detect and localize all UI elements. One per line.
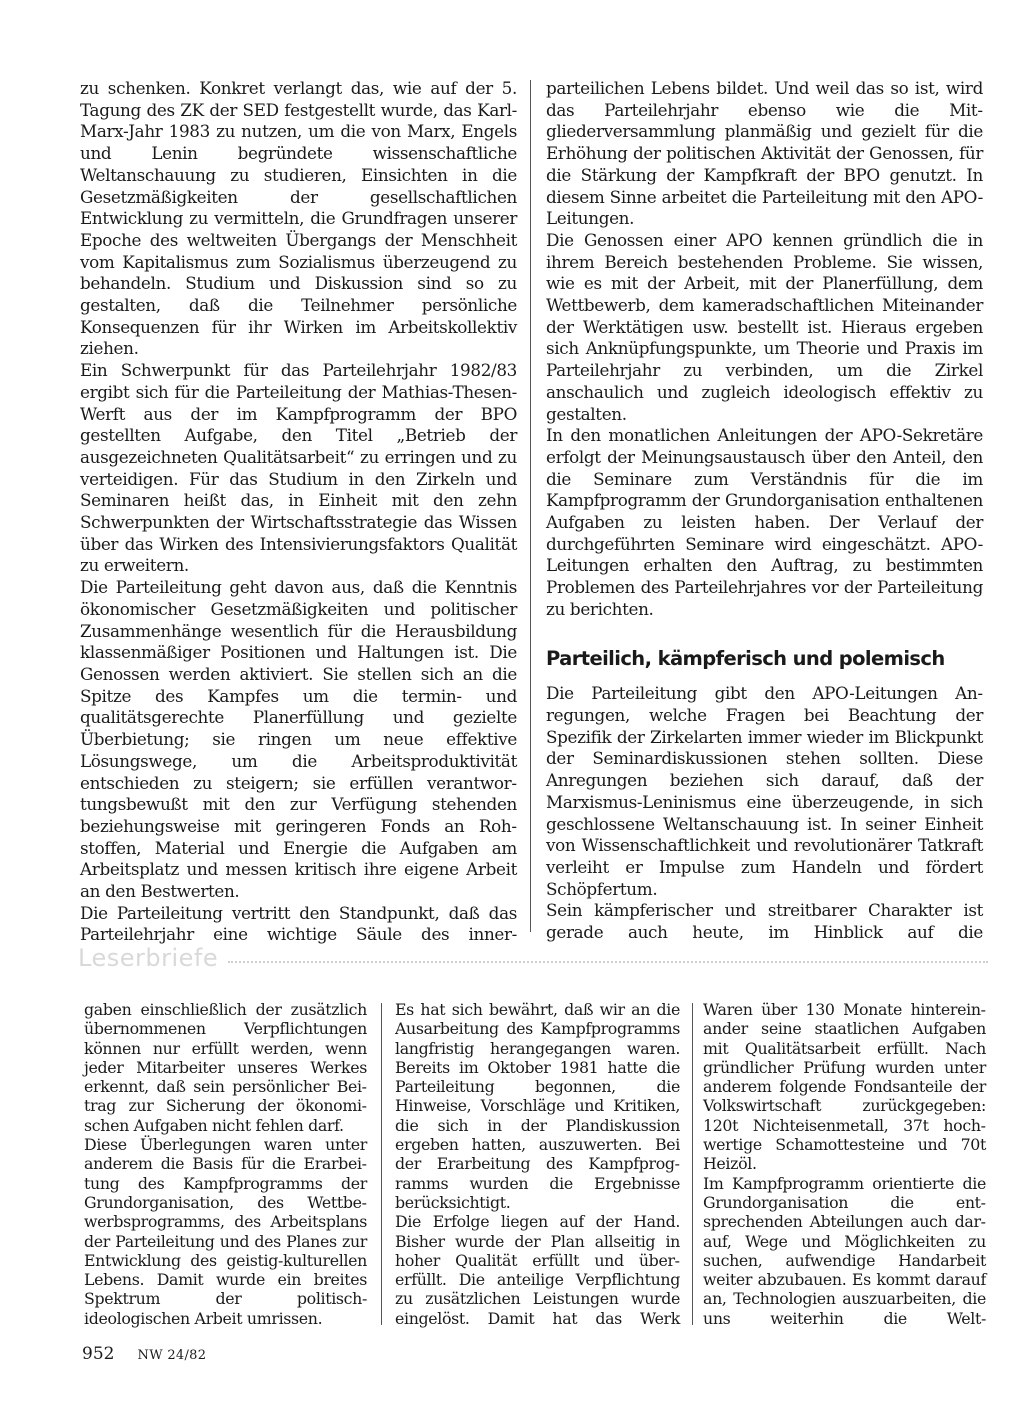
column-rule	[530, 80, 531, 932]
paragraph: In den monatlichen Anleitungen der APO-Sekretäre erfolgt der Meinungsaustausch über den Anteil, den die Seminare zum Verständnis für die im Kampfprogramm der Grundorganisation enthaltenen Aufgaben zu leisten haben. Der Verlauf der durchgeführten Seminare wird eingeschätzt. APO-Leitungen erhalten den Auftrag, zu bestimmten Problemen des Parteilehrjahres vor der Parteileitung zu berichten.	[546, 425, 983, 619]
paragraph: Diese Überlegungen waren unter anderem die Basis für die Erarbeitung des Kampfprogramms der Grundorganisation, des Wettbewerbsprogramms, des Arbeitsplans der Parteileitung und des Planes zur Entwicklung des geistig-kulturellen Lebens. Damit wurde ein breites Spektrum der politisch-ideologischen Arbeit umrissen.	[84, 1135, 367, 1328]
article-column-right	[546, 78, 983, 944]
issue-label: NW 24/82	[137, 1348, 207, 1363]
section-heading: Parteilich, kämpferisch und polemisch	[546, 646, 945, 670]
paragraph: parteilichen Lebens bildet. Und weil das so ist, wird das Parteilehrjahr ebenso wie die Mitgliederversammlung planmäßig und gezielt für die Erhöhung der politischen Aktivität der Genossen, für die Stärkung der Kampfkraft der BPO genutzt. In diesem Sinne arbeitet die Parteileitung mit den APO-Leitungen.	[546, 78, 983, 229]
paragraph: Sein kämpferischer und streitbarer Charakter ist gerade auch heute, im Hinblick auf die	[546, 900, 983, 943]
paragraph: zu schenken. Konkret verlangt das, wie auf der 5. Tagung des ZK der SED festgestellt wurde, das Karl-Marx-Jahr 1983 zu nutzen, um die von Marx, Engels und Lenin begründete wissenschaftliche Weltanschauung zu studieren, Einsichten in die Gesetzmäßigkeiten der gesellschaftlichen Entwicklung zu vermitteln, die Grundfragen unserer Epoche des weltweiten Übergangs der Menschheit vom Kapitalismus zum Sozialismus überzeugend zu behandeln. Studium und Diskussion sind so zu gestalten, daß die Teilnehmer persönliche Konsequenzen für ihr Wirken im Arbeitskollektiv ziehen.	[80, 78, 517, 359]
letters-banner-title: Leserbriefe	[78, 944, 219, 972]
letters-section-banner	[78, 944, 988, 974]
paragraph: gaben einschließlich der zusätzlich übernommenen Verpflichtungen können nur erfüllt werden, wenn jeder Mitarbeiter unseres Werkes erkennt, daß sein persönlicher Beitrag zur Sicherung der ökonomischen Aufgaben nicht fehlen darf.	[84, 1000, 367, 1135]
paragraph: Die Parteileitung gibt den APO-Leitungen Anregungen, welche Fragen bei Beachtung der Spezifik der Zirkelarten immer wieder im Blickpunkt der Seminardiskussionen stehen sollten. Diese Anregungen beziehen sich darauf, daß der Marxismus-Leninismus eine überzeugende, in sich geschlossene Weltanschauung ist. In seiner Einheit von Wissenschaftlichkeit und revolutionärer Tatkraft verleiht er Impulse zum Handeln und fördert Schöpfertum.	[546, 683, 983, 899]
paragraph: Die Parteileitung vertritt den Standpunkt, daß das Parteilehrjahr eine wichtige Säule des inner-	[80, 902, 517, 945]
paragraph: Waren über 130 Monate hintereinander seine staatlichen Aufgaben mit Qualitätsarbeit erfüllt. Nach gründlicher Prüfung wurden unter anderem folgende Fondsanteile der Volkswirtschaft zurückgegeben: 120t Nichteisenmetall, 37t hochwertige Schamottesteine und 70t Heizöl.	[703, 1000, 986, 1174]
letter-column-2	[395, 1000, 680, 1328]
page-footer	[82, 1344, 206, 1364]
column-rule	[692, 1003, 693, 1325]
paragraph: Ein Schwerpunkt für das Parteilehrjahr 1982/83 ergibt sich für die Parteileitung der Mathias-Thesen-Werft aus der im Kampfprogramm der BPO gestellten Aufgabe, den Titel „Betrieb der ausgezeichneten Qualitätsarbeit“ zu erringen und zu verteidigen. Für das Studium in den Zirkeln und Seminaren heißt das, in Einheit mit den zehn Schwerpunkten der Wirtschaftsstrategie das Wissen über das Wirken des Intensivierungsfaktors Qualität zu erweitern.	[80, 360, 517, 576]
article-column-left	[80, 78, 517, 946]
paragraph: Es hat sich bewährt, daß wir an die Ausarbeitung des Kampfprogramms langfristig herangegangen waren. Bereits im Oktober 1981 hatte die Parteileitung begonnen, die Hinweise, Vorschläge und Kritiken, die sich in der Plandiskussion ergeben hatten, auszuwerten. Bei der Erarbeitung des Kampfprogramms wurden die Ergebnisse berücksichtigt.	[395, 1000, 680, 1212]
banner-dotted-line	[228, 961, 988, 963]
letter-column-3	[703, 1000, 986, 1328]
letter-column-1	[84, 1000, 367, 1328]
paragraph: Im Kampfprogramm orientierte die Grundorganisation die entsprechenden Abteilungen auch darauf, Wege und Möglichkeiten zu suchen, aufwendige Handarbeit weiter abzubauen. Es kommt darauf an, Technologien auszuarbeiten, die uns weiterhin die Welt-	[703, 1173, 986, 1328]
paragraph: Die Parteileitung geht davon aus, daß die Kenntnis ökonomischer Gesetzmäßigkeiten und politischer Zusammenhänge wesentlich für die Herausbildung klassenmäßiger Positionen und Haltungen ist. Die Genossen werden aktiviert. Sie stellen sich an die Spitze des Kampfes um die termin- und qualitätsgerechte Planerfüllung und gezielte Überbietung; sie ringen um neue effektive Lösungswege, um die Arbeitsproduktivität entschieden zu steigern; sie erfüllen verantwortungsbewußt mit den zur Verfügung stehenden beziehungsweise mit geringeren Fonds an Rohstoffen, Material und Energie die Aufgaben am Arbeitsplatz und messen kritisch ihre eigene Arbeit an den Bestwerten.	[80, 577, 517, 902]
column-rule	[381, 1003, 382, 1325]
page-number: 952	[82, 1344, 115, 1364]
paragraph: Die Genossen einer APO kennen gründlich die in ihrem Bereich bestehenden Probleme. Sie wissen, wie es mit der Arbeit, mit der Planerfüllung, dem Wettbewerb, dem kameradschaftlichen Miteinander der Werktätigen usw. bestellt ist. Hieraus ergeben sich Anknüpfungspunkte, um Theorie und Praxis im Parteilehrjahr zu verbinden, um die Zirkel anschaulich und zugleich ideologisch effektiv zu gestalten.	[546, 229, 983, 424]
paragraph: Die Erfolge liegen auf der Hand. Bisher wurde der Plan allseitig in hoher Qualität erfüllt und übererfüllt. Die anteilige Verpflichtung zu zusätzlichen Leistungen wurde eingelöst. Damit hat das Werk	[395, 1212, 680, 1328]
